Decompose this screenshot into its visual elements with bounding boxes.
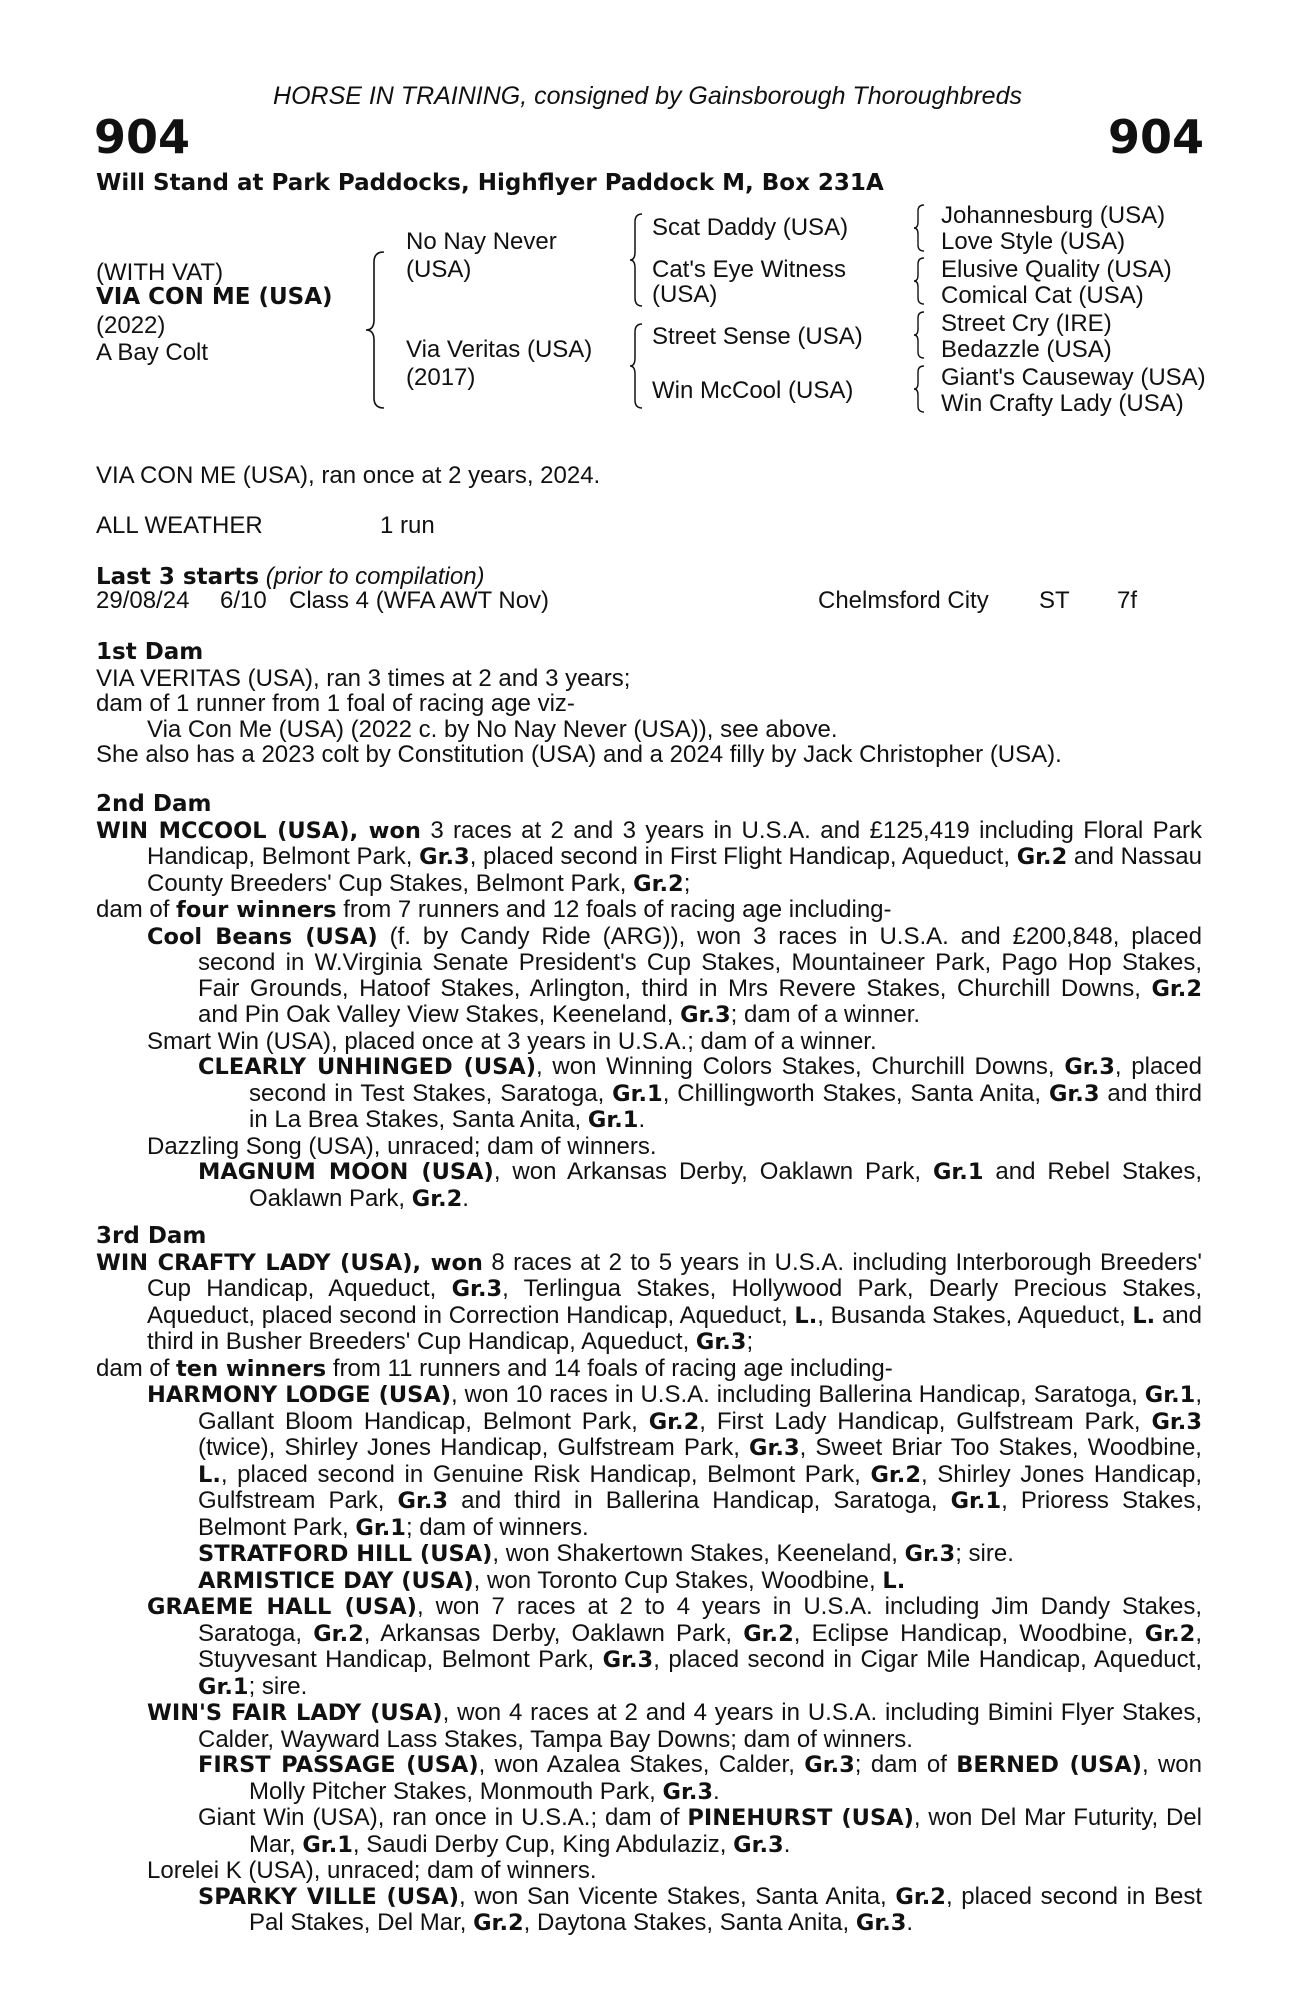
horse-year: (2022)	[96, 312, 166, 339]
sire-line1: No Nay Never	[406, 228, 557, 255]
sds: Elusive Quality (USA)	[941, 256, 1172, 283]
magnum-moon-entry: MAGNUM MOON (USA), won Arkansas Derby, Oaklawn Park, Gr.1 and Rebel Stakes, Oaklawn Park, Gr.2.	[198, 1158, 1203, 1212]
first-passage-entry: FIRST PASSAGE (USA), won Azalea Stakes, Calder, Gr.3; dam of BERNED (USA), won Molly Pitcher Stakes, Monmouth Park, Gr.3.	[198, 1751, 1202, 1805]
first-dam-line4: She also has a 2023 colt by Constitution (USA) and a 2024 filly by Jack Christopher (USA).	[96, 741, 1062, 768]
harmony-lodge-entry: HARMONY LODGE (USA), won 10 races in U.S.A. including Ballerina Handicap, Saratoga, Gr.1, Gallant Bloom Handicap, Belmont Park, Gr.2, First Lady Handicap, Gulfstream Park, Gr.3 (twice), Shirley Jones Handicap, Gulfstream Park, Gr.3, Sweet Briar Too Stakes, Woodbine, L., placed second in Genuine Risk Handicap, Belmont Park, Gr.2, Shirley Jones Handicap, Gulfstream Park, Gr.3 and third in Ballerina Handicap, Saratoga, Gr.1, Prioress Stakes, Belmont Park, Gr.1; dam of winners.	[147, 1381, 1202, 1541]
second-dam-section	[96, 792, 1202, 1212]
sire-sire: Scat Daddy (USA)	[652, 214, 849, 241]
lot-number-right: 904	[1107, 110, 1204, 164]
brace-sd	[912, 256, 926, 306]
third-dam-heading: 3rd Dam	[96, 1223, 207, 1249]
brace-ss	[912, 203, 926, 253]
lorelei-k-entry: Lorelei K (USA), unraced; dam of winners.	[147, 1857, 597, 1884]
first-dam-line2: dam of 1 runner from 1 foal of racing age viz-	[96, 690, 575, 717]
sss: Johannesburg (USA)	[941, 202, 1166, 229]
clearly-unhinged-entry: CLEARLY UNHINGED (USA), won Winning Colors Stakes, Churchill Downs, Gr.3, placed second in Test Stakes, Saratoga, Gr.1, Chillingworth Stakes, Santa Anita, Gr.3 and third in La Brea Stakes, Santa Anita, Gr.1.	[198, 1053, 1202, 1133]
start-distance: 7f	[1117, 587, 1138, 614]
third-dam-produce: dam of ten winners from 11 runners and 14 foals of racing age including-	[96, 1354, 893, 1382]
stratford-hill-entry: STRATFORD HILL (USA), won Shakertown Stakes, Keeneland, Gr.3; sire.	[198, 1540, 1014, 1567]
start-race: Class 4 (WFA AWT Nov)	[289, 587, 550, 614]
dam-dam: Win McCool (USA)	[652, 377, 854, 404]
dazzling-song-entry: Dazzling Song (USA), unraced; dam of winners.	[147, 1132, 657, 1160]
cool-beans-entry: Cool Beans (USA) (f. by Candy Ride (ARG)), won 3 races in U.S.A. and £200,848, placed second in W.Virginia Senate President's Cup Stakes, Mountaineer Park, Pago Hop Stakes, Fair Grounds, Hatoof Stakes, Arlington, third in Mrs Revere Stakes, Churchill Downs, Gr.2 and Pin Oak Valley View Stakes, Keeneland, Gr.3; dam of a winner.	[147, 922, 1203, 1028]
sdd: Comical Cat (USA)	[941, 282, 1144, 309]
third-dam-section	[96, 1224, 1202, 1937]
second-dam-record: WIN MCCOOL (USA), won 3 races at 2 and 3 years in U.S.A. and £125,419 including Floral Park Handicap, Belmont Park, Gr.3, placed second in First Flight Handicap, Aqueduct, Gr.2 and Nassau County Breeders' Cup Stakes, Belmont Park, Gr.2;	[96, 816, 1203, 897]
giant-win-entry: Giant Win (USA), ran once in U.S.A.; dam of PINEHURST (USA), won Del Mar Futurity, Del Mar, Gr.1, Saudi Derby Cup, King Abdulaziz, Gr.3.	[198, 1804, 1202, 1858]
second-dam-produce: dam of four winners from 7 runners and 12 foals of racing age including-	[96, 896, 892, 923]
sire-line2: (USA)	[406, 256, 472, 283]
start-course: Chelmsford City	[818, 587, 989, 614]
brace-main	[364, 250, 388, 410]
brace-sire	[628, 212, 644, 308]
surface-runs: 1 run	[380, 512, 435, 539]
armistice-day-entry: ARMISTICE DAY (USA), won Toronto Cup Stakes, Woodbine, L.	[198, 1566, 906, 1594]
surface-label: ALL WEATHER	[96, 512, 263, 539]
start-position: 6/10	[220, 587, 267, 614]
brace-ds	[912, 310, 926, 360]
second-dam-heading: 2nd Dam	[96, 791, 212, 817]
dsd: Bedazzle (USA)	[941, 336, 1112, 363]
start-date: 29/08/24	[96, 587, 190, 614]
brace-dam	[628, 322, 644, 410]
sire-dam-line1: Cat's Eye Witness	[652, 256, 846, 283]
horse-name: VIA CON ME (USA)	[96, 284, 333, 310]
dam-line1: Via Veritas (USA)	[406, 336, 593, 363]
consignment-line: HORSE IN TRAINING, consigned by Gainsborough Thoroughbreds	[273, 82, 1022, 110]
dds: Giant's Causeway (USA)	[941, 364, 1206, 391]
smart-win-entry: Smart Win (USA), placed once at 3 years in U.S.A.; dam of a winner.	[147, 1027, 877, 1055]
brace-dd	[912, 364, 926, 414]
first-dam-line3: Via Con Me (USA) (2022 c. by No Nay Never (USA)), see above.	[147, 715, 838, 743]
last-starts-title: Last 3 starts	[96, 564, 260, 590]
horse-description: A Bay Colt	[96, 339, 209, 366]
first-dam-line1: VIA VERITAS (USA), ran 3 times at 2 and 3 years;	[96, 664, 631, 692]
sire-dam-line2: (USA)	[652, 281, 718, 308]
ddd: Win Crafty Lady (USA)	[941, 390, 1184, 417]
race-summary: VIA CON ME (USA), ran once at 2 years, 2024.	[96, 462, 601, 489]
dam-sire: Street Sense (USA)	[652, 323, 863, 350]
dss: Street Cry (IRE)	[941, 310, 1112, 337]
first-dam-section	[96, 640, 1202, 768]
vat-note: (WITH VAT)	[96, 259, 224, 286]
graeme-hall-entry: GRAEME HALL (USA), won 7 races at 2 to 4 years in U.S.A. including Jim Dandy Stakes, Saratoga, Gr.2, Arkansas Derby, Oaklawn Park, Gr.2, Eclipse Handicap, Woodbine, Gr.2, Stuyvesant Handicap, Belmont Park, Gr.3, placed second in Cigar Mile Handicap, Aqueduct, Gr.1; sire.	[147, 1593, 1202, 1700]
start-going: ST	[1039, 587, 1070, 614]
stand-location: Will Stand at Park Paddocks, Highflyer Paddock M, Box 231A	[96, 170, 884, 196]
third-dam-record: WIN CRAFTY LADY (USA), won 8 races at 2 to 5 years in U.S.A. including Interborough Breeders' Cup Handicap, Aqueduct, Gr.3, Terlingua Stakes, Hollywood Park, Dearly Precious Stakes, Aqueduct, placed second in Correction Handicap, Aqueduct, L., Busanda Stakes, Aqueduct, L. and third in Busher Breeders' Cup Handicap, Aqueduct, Gr.3;	[96, 1248, 1203, 1355]
ssd: Love Style (USA)	[941, 228, 1126, 255]
sparky-ville-entry: SPARKY VILLE (USA), won San Vicente Stakes, Santa Anita, Gr.2, placed second in Best Pal Stakes, Del Mar, Gr.2, Daytona Stakes, Santa Anita, Gr.3.	[198, 1882, 1203, 1936]
wins-fair-lady-entry: WIN'S FAIR LADY (USA), won 4 races at 2 and 4 years in U.S.A. including Bimini Flyer Stakes, Calder, Wayward Lass Stakes, Tampa Bay Downs; dam of winners.	[147, 1699, 1202, 1753]
lot-number-left: 904	[94, 110, 191, 164]
last-starts-note: (prior to compilation)	[265, 563, 485, 590]
dam-line2: (2017)	[406, 364, 476, 391]
first-dam-heading: 1st Dam	[96, 639, 204, 665]
